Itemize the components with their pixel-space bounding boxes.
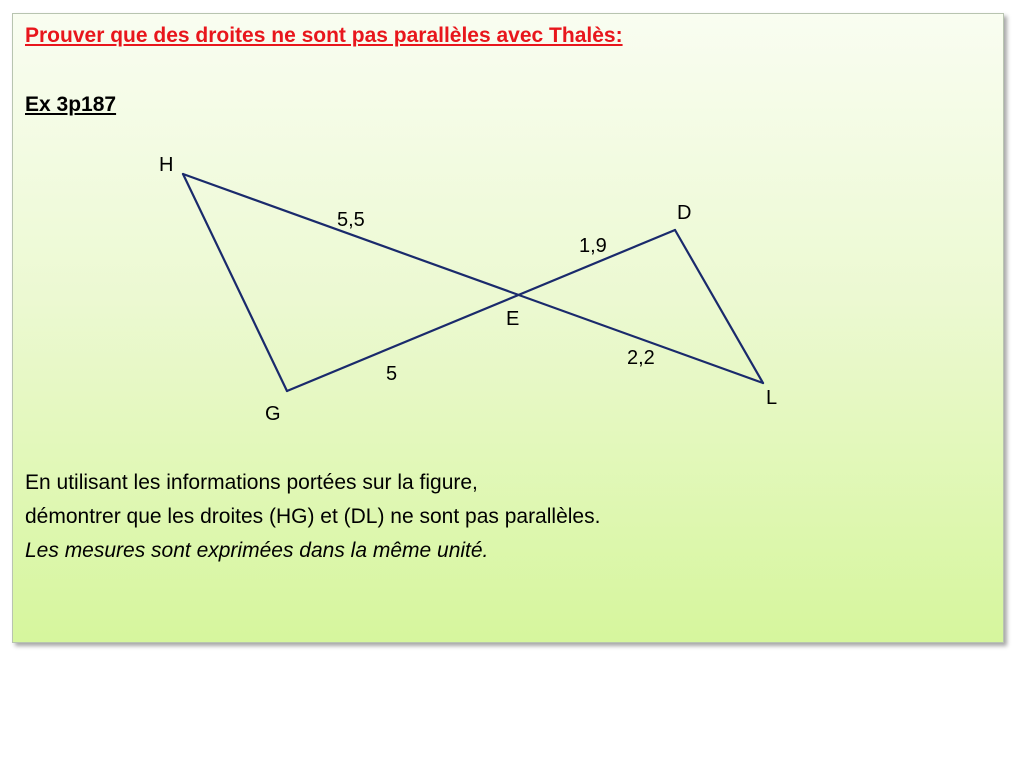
point-label-L: L [766,387,778,409]
point-label-G: G [265,403,281,425]
segment-HL [183,174,763,383]
point-label-E: E [506,308,520,330]
point-label-D: D [677,202,692,224]
point-label-H: H [159,154,174,176]
statement-line-2: démontrer que les droites (HG) et (DL) ne sont pas parallèles. [25,505,601,528]
length-label-HE: 5,5 [337,209,365,231]
segment-DL [675,230,763,383]
slide-title: Prouver que des droites ne sont pas parallèles avec Thalès: [25,24,623,47]
problem-statement [25,466,600,568]
length-label-EL: 2,2 [627,347,655,369]
length-label-ED: 1,9 [579,235,607,257]
exercise-reference: Ex 3p187 [25,93,117,116]
segment-GD [287,230,675,391]
statement-line-1: En utilisant les informations portées sur la figure, [25,471,478,494]
statement-line-3: Les mesures sont exprimées dans la même unité. [25,539,489,562]
length-label-GE: 5 [386,363,398,385]
slide [12,13,1004,643]
